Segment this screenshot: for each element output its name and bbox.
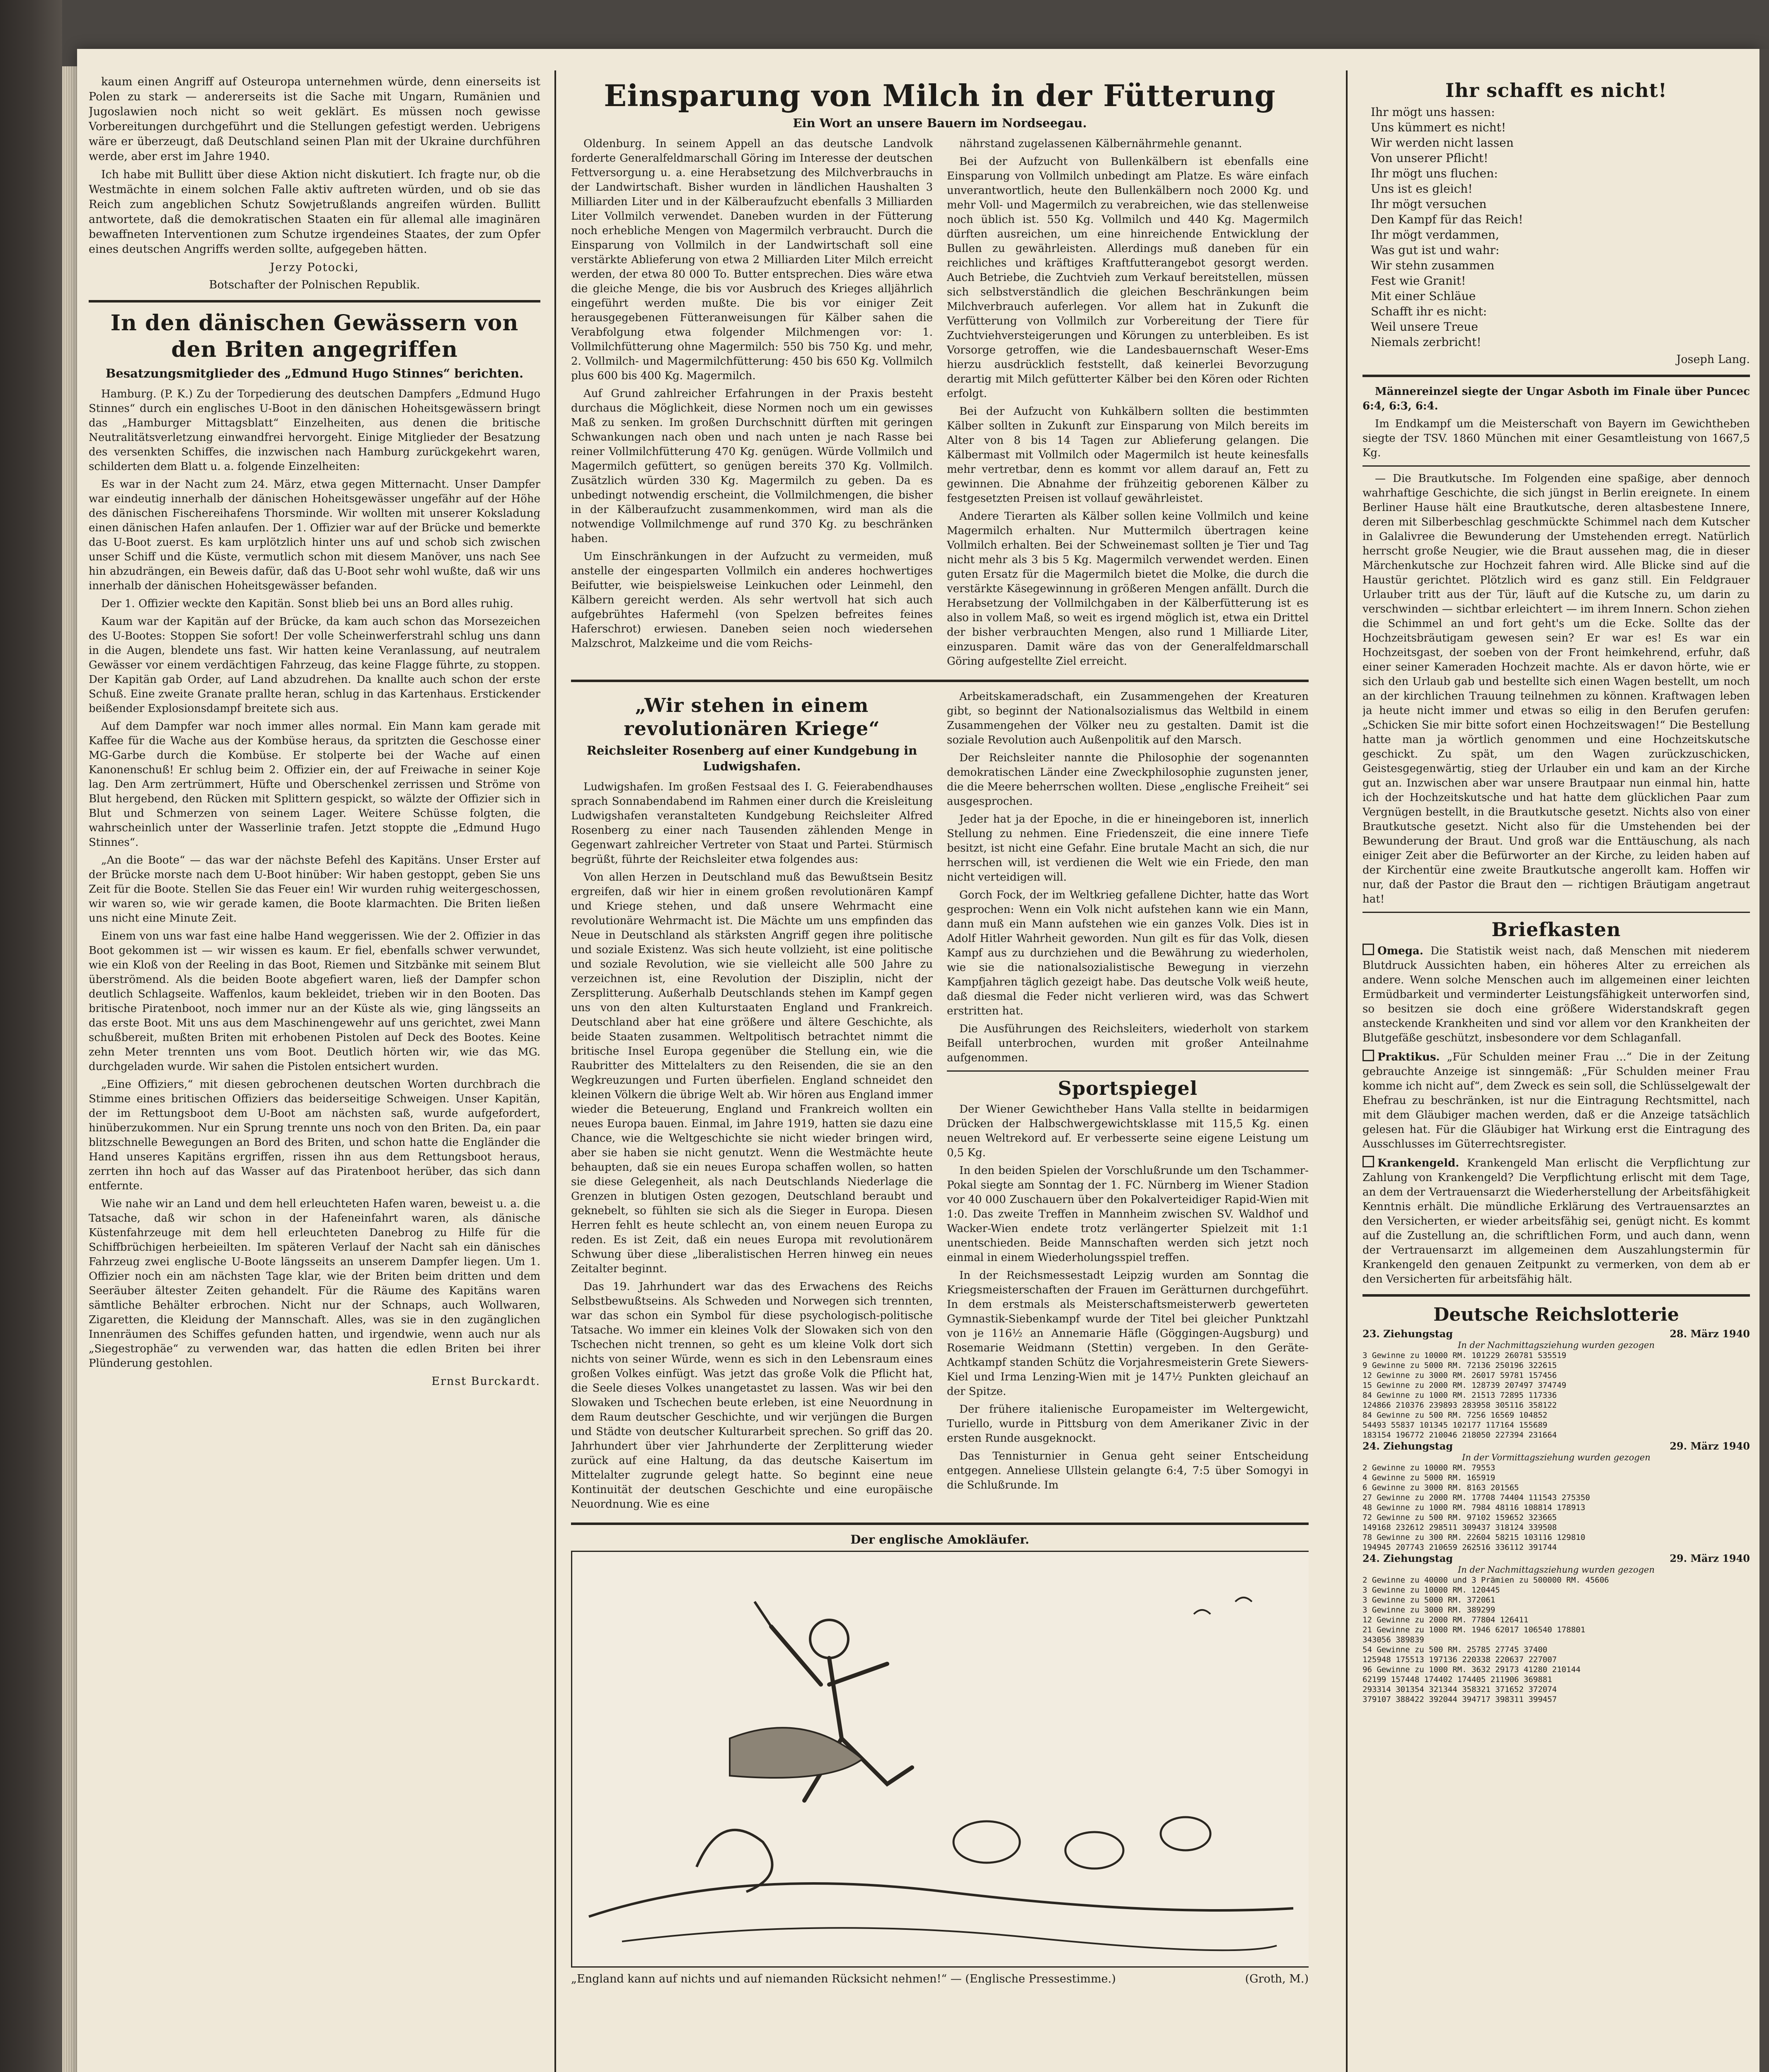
briefkasten-lead: Praktikus. (1377, 1051, 1440, 1063)
poem-line: Ihr mögt uns hassen: (1371, 105, 1495, 119)
lottery-line: 96 Gewinne zu 1000 RM. 3632 29173 41280 210144 (1362, 1665, 1581, 1674)
briefkasten-text: „Für Schulden meiner Frau ...“ Die in der Zeitung gebrauchte Anzeige ist sinngemäß: „Für Schulden meiner Frau komme ich nicht auf“, dem Zweck es sein soll, die Schlüsselgewalt der Ehefrau zu beschränken, ist nur die Eintragung Rechtsmittel, nach mit dem Gläubiger machen werden, daß er die Anzeige tatsächlich gelesen hat. Für die Gläubiger hat Wirkung erst die Eintragung des Ausschlusses im Güterrechtsregister. (1362, 1051, 1750, 1150)
lottery-line: 84 Gewinne zu 1000 RM. 21513 72895 117336 (1362, 1391, 1557, 1400)
rev-paragraph: Von allen Herzen in Deutschland muß das Bewußtsein Besitz ergreifen, daß wir hier in einem großen revolutionären Kampf und Kriege stehen, und daß unsere Wehrmacht eine revolutionäre Wehrmacht ist. Die Mächte um uns empfinden das Neue in Deutschland als stärksten Angriff gegen ihre politische und soziale Existenz. Was sich heute vollzieht, ist eine politische und soziale Revolution, wie sie vielleicht alle 500 Jahre zu verzeichnen ist, eine Revolution der Disziplin, nicht der Zersplitterung. Außerhalb Deutschlands stehen im Kampf gegen uns von den alten Kulturstaaten England und Frankreich. Deutschland aber hat eine größere und ältere Geschichte, als beide Staaten zusammen. Weltpolitisch betrachtet nimmt die britische Insel Europa gegenüber die Stellung ein, wie die Raubritter des Mittelalters zu den Reisenden, die sie an den Wegkreuzungen und Furten überfielen. England schneidet den kleinen Völkern die übrige Welt ab. Wir hören aus England immer wieder die Beteuerung, England und Frankreich wollten ein neues Europa bauen. Einmal, im Jahre 1919, hatten sie dazu eine Chance, wie die Weltgeschichte sie nicht wieder bringen wird, aber sie haben sie nicht genutzt. Wenn die Westmächte heute behaupten, daß sie ein neues Europa schaffen wollen, so hatten sie diese Gelegenheit, als nach Deutschlands Niederlage die Grenzen in blutigen Osten gezogen, Deutschland beraubt und geknebelt, so fühlten sie sich als die Sieger in Europa. Diesen Herren fehlt es heute schlecht an, von einem neuen Europa zu reden. Es ist Zeit, daß ein neues Europa mit revolutionärem Schwung über diese „liberalistischen Herren hinweg ein neues Zeitalter beginnt. (571, 871, 933, 1275)
poem-line: Mit einer Schläue (1371, 289, 1476, 303)
signature-title: Botschafter der Polnischen Republik. (209, 278, 420, 291)
section-divider (1362, 465, 1750, 467)
rev-paragraph: Jeder hat ja der Epoche, in die er hineingeboren ist, innerlich Stellung zu nehmen. Eine Friedenszeit, die eine innere Tiefe besitzt, ist nicht eine Gefahr. Eine brutale Macht an sich, die nur herrschen will, ist verdienen die Welt wie ein Friede, den man nicht verteidigen will. (947, 813, 1309, 884)
lottery-line: 149168 232612 298511 309437 318124 339508 (1362, 1523, 1557, 1532)
cartoon-caption: „England kann auf nichts und auf niemanden Rücksicht nehmen!“ — (Englische Pressestimme.) (571, 1973, 1116, 1985)
column-left (89, 75, 540, 2072)
lottery-line: 6 Gewinne zu 3000 RM. 8163 201565 (1362, 1483, 1519, 1492)
milk-subcolumn-right (947, 137, 1309, 672)
lottery-line: 48 Gewinne zu 1000 RM. 7984 48116 108814 178913 (1362, 1503, 1585, 1512)
lottery-line: 9 Gewinne zu 5000 RM. 72136 250196 322615 (1362, 1361, 1557, 1370)
rev-subhead: Reichsleiter Rosenberg auf einer Kundgebung in Ludwigshafen. (586, 743, 917, 773)
sport-note: Männereinzel siegte der Ungar Asboth im Finale über Puncec 6:4, 6:3, 6:4. (1362, 385, 1750, 412)
lottery-line: 2 Gewinne zu 40000 und 3 Prämien zu 500000 RM. 45606 (1362, 1576, 1609, 1585)
lottery-line: 2 Gewinne zu 10000 RM. 79553 (1362, 1463, 1496, 1472)
poem-author: Joseph Lang. (1676, 353, 1750, 366)
lottery-line: 54493 55837 101345 102177 117164 155689 (1362, 1421, 1548, 1430)
milk-paragraph: Andere Tierarten als Kälber sollen keine Vollmilch und keine Magermilch erhalten. Nur Muttermilch übertragen keine Vollmilch erhalten. Bei der Schweinemast sollten je Tier und Tag nicht mehr als 3 bis 5 Kg. Magermilch verwendet werden. Einen guten Ersatz für die Magermilch bietet die Molke, die durch die verstärkte Käsegewinnung in größeren Mengen anfällt. Durch die Herabsetzung der Vollmilchgaben in der Kälberfütterung ist es also in vollem Maß, so weit es irgend möglich ist, etwa ein Drittel der bisher verbrauchten Mengen, also rund 1 Milliarde Liter, einzusparen. Damit wäre das von der Generalfeldmarschall Göring aufgestellte Ziel erreicht. (947, 510, 1309, 668)
lottery-line: 4 Gewinne zu 5000 RM. 165919 (1362, 1473, 1496, 1482)
article-paragraph: Kaum war der Kapitän auf der Brücke, da kam auch schon das Morsezeichen des U-Bootes: Stoppen Sie sofort! Der volle Scheinwerferstrahl schlug uns dann in die Augen, blendete uns fast. Wir hatten keine Veranlassung, auf neutralem Gewässer vor einem verdächtigen Fahrzeug, das keine Flagge führte, zu stoppen. Der Kapitän gab Order, auf Land abzudrehen. Da knallte auch schon der erste Schuß. Eine zweite Granate prallte heran, schlug in das Kartenhaus. Erstickender beißender Explosionsdampf breitete sich aus. (89, 615, 540, 715)
lottery-line: 183154 196772 210046 218050 227394 231664 (1362, 1431, 1557, 1440)
milk-paragraph: Bei der Aufzucht von Kuhkälbern sollten die bestimmten Kälber sollten in Zukunft zur Einsparung von Milch bereits im Alter von 8 bis 14 Tagen zur Ablieferung gelangen. Die Kälbermast mit Vollmilch oder Magermilch ist heute keinesfalls mehr vertretbar, denn es kommt vor allem darauf an, Fett zu gewinnen. Die Abnahme der frühzeitig geborenen Kälber zu festgesetzten Preisen ist vollauf gewährleistet. (947, 405, 1309, 505)
lottery-line: 125948 175513 197136 220338 220637 227007 (1362, 1655, 1557, 1664)
lottery-date: 29. März 1940 (1670, 1440, 1750, 1452)
lottery-line: 84 Gewinne zu 500 RM. 7256 16569 104852 (1362, 1411, 1548, 1420)
lottery-line: 293314 301354 321344 358321 371652 372074 (1362, 1685, 1557, 1694)
article-paragraph: Einem von uns war fast eine halbe Hand weggerissen. Wie der 2. Offizier in das Boot gekommen ist — wir wissen es kaum. Er fiel, ebenfalls schwer verwundet, wie ein Kloß von der Reeling in das Boot, Riemen und Sitzbänke mit seinem Blut überströmend. Als die beiden Boote abgefiert waren, ließ der Dampfer schon deutlich Schlagseite. Waffenlos, kaum bekleidet, trieben wir in den Booten. Das britische Piratenboot, noch immer nur an der Küste als wie, ging längsseits an das erste Boot. Mit uns aus dem Maschinengewehr auf uns gerichtet, zwei Mann schußbereit, mußten Briten mit erhobenen Pistolen auf Deck des Bootes. Keine zehn Meter trennten uns vom Boot. Deutlich hörten wir, wie das MG. durchgeladen wurde. Wir sahen die Pistolen entsichert wurden. (89, 930, 540, 1073)
lottery-line: 379107 388422 392044 394717 398311 399457 (1362, 1695, 1557, 1704)
lottery-line: 3 Gewinne zu 3000 RM. 389299 (1362, 1605, 1496, 1615)
lottery-title: Deutsche Reichslotterie (1433, 1304, 1679, 1325)
cartoon-illustration (571, 1551, 1309, 1968)
square-icon (1362, 1156, 1374, 1167)
square-icon (1362, 1050, 1374, 1061)
article-subhead: Besatzungsmitglieder des „Edmund Hugo Stinnes“ berichten. (105, 366, 524, 380)
poem-line: Was gut ist und wahr: (1371, 243, 1500, 257)
milk-paragraph: Auf Grund zahlreicher Erfahrungen in der Praxis besteht durchaus die Möglichkeit, diese Normen noch um ein gewisses Maß zu senken. Im großen Durchschnitt dürften mit geringen Schwankungen nach oben und nach unten je nach Rasse bei reiner Vollmilchfütterung 470 Kg. genügen. Würde Vollmilch und Magermilch gefüttert, so genügen bereits 370 Kg. Vollmilch. Zusätzlich würden 330 Kg. Magermilch zu geben. Da es unbedingt notwendig erscheint, die Vollmilchmengen, die bisher in der Kälberaufzucht zusammenkommen, wird man als die notwendige Vollmilchmenge auf rund 370 Kg. zu beschränken haben. (571, 387, 933, 545)
sport-paragraph: In der Reichsmessestadt Leipzig wurden am Sonntag die Kriegsmeisterschaften der Frauen im Gerätturnen durchgeführt. In dem erstmals als Meisterschaftsmeisterwerb gewerteten Gymnastik-Siebenkampf wurde der Titel bei gleicher Punktzahl von je 116½ an Annemarie Häfle (Göggingen-Augsburg) und Rosemarie Weidmann (Stettin) vergeben. In den Geräte-Achtkampf standen Schütz die Vorjahresmeisterin Grete Siewers-Kiel und Irma Lenzing-Wien mit je 147½ Punkten gleichauf an der Spitze. (947, 1269, 1309, 1398)
lottery-date: 29. März 1940 (1670, 1552, 1750, 1564)
rev-paragraph: Ludwigshafen. Im großen Festsaal des I. G. Feierabendhauses sprach Sonnabendabend im Rahmen einer durch die Kreisleitung Ludwigshafen veranstalteten Kundgebung Reichsleiter Alfred Rosenberg zu einer nach Tausenden zählenden Menge in Gegenwart zahlreicher Vertreter von Staat und Partei. Stürmisch begrüßt, führte der Reichsleiter etwa folgendes aus: (571, 781, 933, 866)
article-paragraph: Es war in der Nacht zum 24. März, etwa gegen Mitternacht. Unser Dampfer war eindeutig innerhalb der dänischen Hoheitsgewässer ungefähr auf der Höhe des dänischen Fischereihafens Thorsminde. Wir wollten mit unserer Koksladung einen dänischen Hafen anlaufen. Der 1. Offizier war auf der Brücke und bemerkte das U-Boot zuerst. Es kam urplötzlich hinter uns auf und schob sich zwischen unser Schiff und die Küste, vermutlich schon mit diesem Manöver, uns nach See hin abzudrängen, ein Beweis dafür, daß das U-Boot sehr wohl wußte, daß wir uns innerhalb der dänischen Hoheitsgewässer befanden. (89, 478, 540, 592)
lottery-line: 124866 210376 239893 283958 305116 358122 (1362, 1401, 1557, 1410)
poem-line: Schafft ihr es nicht: (1371, 305, 1487, 318)
briefkasten-item (1362, 944, 1750, 1046)
poem-line: Ihr mögt uns fluchen: (1371, 167, 1498, 180)
lower-center (571, 690, 1309, 1515)
section-divider (571, 680, 1309, 682)
sport-note: Im Endkampf um die Meisterschaft von Bayern im Gewichtheben siegte der TSV. 1860 München mit einer Gesamtleistung von 1667,5 Kg. (1362, 418, 1750, 459)
milk-paragraph: Um Einschränkungen in der Aufzucht zu vermeiden, muß anstelle der eingesparten Vollmilch ein anderes hochwertiges Beifutter, wie beispielsweise Leinkuchen oder Leinmehl, den Kälbern gereicht werden. Als sehr wertvoll hat sich auch aufgebrühtes Hafermehl (von Spelzen befreites feines Haferschrot) erwiesen. Daneben seien noch wiedersehen Malzschrot, Malzkeime und die vom Reichs- (571, 550, 933, 650)
article-headline: In den dänischen Gewässern von den Briten angegriffen (110, 310, 519, 362)
lottery-line: 194945 207743 210659 262516 336112 391744 (1362, 1543, 1557, 1552)
lottery-line: 72 Gewinne zu 500 RM. 97102 159652 323665 (1362, 1513, 1557, 1522)
rev-paragraph: Der Reichsleiter nannte die Philosophie der sogenannten demokratischen Länder eine Zweckphilosophie zugunsten jener, die die Meere beherrschen wollten. Diese „englische Freiheit“ sei ausgesprochen. (947, 752, 1309, 808)
poem-line: Uns kümmert es nicht! (1371, 121, 1506, 134)
column-rule-2 (1346, 70, 1348, 2072)
rev-subcolumn (571, 690, 933, 1515)
kutsche-paragraph: — Die Brautkutsche. Im Folgenden eine spaßige, aber dennoch wahrhaftige Geschichte, die sich jüngst in Berlin ereignete. In einem Berliner Hause hält eine Brautkutsche, deren altasbestene Innere, deren mit Silberbeschlag geschmückte Schimmel nach dem Kutscher in Galalivree die Bewunderung der Umstehenden erregt. Natürlich herrscht große Neugier, wie die Braut aussehen mag, die in dieser Märchenkutsche zur Hochzeit fahren wird. Alle Blicke sind auf die Haustür gerichtet. Plötzlich wird es ganz still. Ein Feldgrauer Urlauber tritt aus der Tür, läuft auf die Kutsche zu, um darin zu verschwinden — sichtbar erleichtert — im ihrem Innern. Schon ziehen die Schimmel an und fort geht's um die Ecke. Sollte das der Hochzeitsbräutigam gewesen sein? Er war es! Es war ein Hochzeitsgast, der soeben von der Front heimkehrend, erfuhr, daß einer seiner Kameraden Hochzeit machte. Als er davon hörte, wie er sich den Urlaub gab und bestellte sich einen Wagen bestellt, um noch an der kirchlichen Trauung teilnehmen zu können. Kraftwagen leben ja heute nicht immer und etwas so eilig in den Berufen gerufen: „Schicken Sie mir bitte sofort einen Hochzeitswagen!“ Die Bestellung hatte man ja wörtlich genommen und eine Hochzeitskutsche geschickt. Zu spät, um den Wagen zurückzuschicken, Geistesgegenwärtig, stieg der Urlauber ein und kam an der Kirche gut an. Inzwischen aber war unsere Brautpaar nun einmal hin, hatte ich der Hochzeitskutsche und hat hatte dem glücklichen Paar zum Vergnügen bestellt, in die Brautkutsche gesetzt. Nichts also von einer Brautkutsche gesetzt. Nicht also für die Umstehenden bei der Bewunderung der Braut. Und groß war die Enttäuschung, als nach einiger Zeit aber die Befürworter an der Kirche, zu leiden haben auf der Kirchentür eine zweite Brautkutsche angerollt kam. Hoffen wir nur, daß der Pastor die Braut den — richtigen Bräutigam angetraut hat! (1362, 472, 1750, 905)
poem-line: Ihr mögt versuchen (1371, 197, 1487, 211)
section-divider (571, 1523, 1309, 1525)
column-rule-1 (554, 70, 556, 2072)
article-paragraph: „An die Boote“ — das war der nächste Befehl des Kapitäns. Unser Erster auf der Brücke morste nach dem U-Boot hinüber: Wir haben gestoppt, geben Sie uns Zeit für die Boote. Stellen Sie das Feuer ein! Wir wurden ruhig weitergeschossen, wir waren so, wie wir gerade kamen, die Boote klarmachten. Die Briten ließen uns nicht eine Minute Zeit. (89, 854, 540, 925)
lottery-draw-header (1362, 1440, 1750, 1452)
lottery-line: 62199 157448 174402 174405 211906 369881 (1362, 1675, 1552, 1684)
article-body (89, 387, 540, 1371)
lottery-date: 28. März 1940 (1670, 1328, 1750, 1340)
milk-paragraph: Oldenburg. In seinem Appell an das deutsche Landvolk forderte Generalfeldmarschall Göring im Interesse der deutschen Fettversorgung u. a. eine Herabsetzung des Milchverbrauchs in der Landwirtschaft. Bisher wurden in ländlichen Haushalten 3 Milliarden Liter und in der Kälberaufzucht ebenfalls 3 Milliarden Liter Vollmilch verwendet. Daneben wurden in der Fütterung noch erhebliche Mengen von Magermilch verbraucht. Durch die Einsparung von Vollmilch in der Landwirtschaft soll eine verstärkte Ablieferung von etwa 2 Milliarden Liter Milch erreicht werden, der etwa 80 000 To. Butter entsprechen. Dies wäre etwa die gleiche Menge, die bis vor Ausbruch des Krieges alljährlich eingeführt werden mußte. Die bis vor einiger Zeit herausgegebenen Fütteranweisungen für Kälber sahen die Verabfolgung etwa folgender Milchmengen vor: 1. Vollmilchfütterung ohne Magermilch: 550 bis 750 Kg. und mehr, 2. Vollmilch- und Magermilchfütterung: 450 bis 650 Kg. Vollmilch plus 600 bis 400 Kg. Magermilch. (571, 138, 933, 382)
poem-line: Fest wie Granit! (1371, 274, 1466, 288)
rev-sport-subcolumn (947, 690, 1309, 1515)
rev-paragraph: Das 19. Jahrhundert war das des Erwachens des Reichs Selbstbewußtseins. Als Schweden und Norwegen sich trennten, war das schon ein Symbol für diese psychologisch-politische Tatsache. Wo immer ein kleines Volk der Slowaken sich von den Tschechen nicht trennen, so geht es um kleine Volk dort sich nichts von seiner Würde, wenn es sich in den Lebensraum eines großen Volkes einfügt. Was jetzt das große Volk die Pflicht hat, die Seele dieses Volkes unangetastet zu lassen. Was wir bei den Slowaken und Tschechen beute erleben, ist eine Neuordnung in dem Raum deutscher Geschichte, und wir verjüngen die Burgen und Städte von deutscher Kulturarbeit sprechen. So griff das 20. Jahrhundert über vier Jahrhunderte der Zerplitterung wieder zurück auf eine Haltung, da das deutsche Kaisertum im Mittelalter zugrunde gelegt hatte. So beginnt eine neue Kontinuität der deutschen Geschichte und eine europäische Neuordnung. Wie es eine (571, 1280, 933, 1510)
cartoon-title: Der englische Amokläufer. (850, 1532, 1029, 1547)
briefkasten-lead: Omega. (1377, 945, 1423, 957)
article-paragraph: Hamburg. (P. K.) Zu der Torpedierung des deutschen Dampfers „Edmund Hugo Stinnes“ durch ein englisches U-Boot in den dänischen Hoheitsgewässern bringt das „Hamburger Mittagsblatt“ Einzelheiten, aus denen die britische Neutralitätsverletzung einwandfrei hervorgeht. Einige Mitglieder der Besatzung des versenkten Schiffes, die inzwischen nach Hamburg zurückgekehrt waren, schilderten dem Blatt u. a. folgende Einzelheiten: (89, 388, 540, 473)
right-edge (1759, 49, 1769, 2072)
article-paragraph: „Eine Offiziers,“ mit diesen gebrochenen deutschen Worten durchbrach die Stimme eines britischen Offiziers das beiderseitige Schweigen. Unser Kapitän, der im Rettungsboot dem U-Boot am nächsten saß, wurde aufgefordert, hinüberzukommen. Nur ein Sprung trennte uns noch von den Briten. Da, ein paar blitzschnelle Bewegungen an Bord des Briten, und schon hatte die Engländer die Hand unseres Kapitäns ergriffen, rissen ihn aus dem Rettungsboot heraus, zerrten ihn hoch auf das Wasser auf das Piratenboot herüber, das sich dann entfernte. (89, 1078, 540, 1192)
milk-paragraph: Bei der Aufzucht von Bullenkälbern ist ebenfalls eine Einsparung von Vollmilch unbedingt am Platze. Es wäre einfach unverantwortlich, heute den Bullenkälbern noch 2000 Kg. und mehr Voll- und Magermilch zu verabreichen, wie das stellenweise noch üblich ist. 550 Kg. Vollmilch und 440 Kg. Magermilch dürften ausreichen, um eine hinreichende Entwicklung der Bullen zu gewährleisten. Allerdings muß daneben für ein reichliches und kräftiges Kraftfutterangebot gesorgt werden. Auch Betriebe, die Zuchtvieh zum Verkauf bereitstellen, müssen sich selbstverständlich die gleichen Beschränkungen beim Milchverbrauch auferlegen. Vor allem hat in Zukunft die Verfütterung von Vollmilch zur Vorbereitung der Tiere für Zuchtviehversteigerungen und Körungen zu unterbleiben. Es ist Vorsorge getroffen, wie die Landesbauernschaft Weser-Ems hierzu ausdrücklich feststellt, daß keinerlei Bevorzugung derartig mit Milch gefütterter Kälber bei den Kören oder Richten erfolgt. (947, 155, 1309, 400)
briefkasten-item (1362, 1050, 1750, 1152)
sport-paragraph: Das Tennisturnier in Genua geht seiner Entscheidung entgegen. Anneliese Ullstein gelangte 6:4, 7:5 über Somogyi in die Schlußrunde. Im (947, 1450, 1309, 1491)
lottery-line: 12 Gewinne zu 2000 RM. 77804 126411 (1362, 1615, 1529, 1624)
lottery-line: 12 Gewinne zu 3000 RM. 26017 59781 157456 (1362, 1371, 1557, 1380)
article-author: Ernst Burckardt. (431, 1375, 540, 1388)
lottery-day: 24. Ziehungstag (1362, 1440, 1453, 1452)
briefkasten-lead: Krankengeld. (1377, 1157, 1459, 1169)
article-paragraph: Auf dem Dampfer war noch immer alles normal. Ein Mann kam gerade mit Kaffee für die Wache aus der Kombüse heraus, da spritzten die Geschosse einer MG-Garbe durch die Kombüse. Er stolperte bei der Wache auf einen Kanonenschuß! Er schlug beim 2. Offizier ein, der auf Freiwache in seiner Koje lag. Den Arm zertrümmert, Hüfte und Oberschenkel zerrissen und Ströme von Blut hergebend, den Rücken mit Splittern gespickt, so wälzte der Offizier sich in Blut und Schmerzen von seinem Lager. Weitere Schüsse folgten, die wahrscheinlich unter der Wasserlinie trafen. Jetzt stoppte die „Edmund Hugo Stinnes“. (89, 720, 540, 849)
sport-paragraph: In den beiden Spielen der Vorschlußrunde um den Tschammer-Pokal siegte am Sonntag der 1. FC. Nürnberg im Wiener Stadion vor 40 000 Zuschauern über den Pokalverteidiger Rapid-Wien mit 1:0. Das zweite Treffen in Mannheim zwischen SV. Waldhof und Wacker-Wien endete trotz verlängerter Spielzeit mit 1:1 unentschieden. Beide Mannschaften werden sich jetzt noch einmal in einem Wiederholungsspiel treffen. (947, 1164, 1309, 1264)
signature-name: Jerzy Potocki, (270, 261, 359, 274)
poem-line: Wir stehn zusammen (1371, 259, 1495, 272)
poem (1371, 104, 1750, 350)
poem-line: Niemals zerbricht! (1371, 335, 1481, 349)
rev-paragraph: Gorch Fock, der im Weltkrieg gefallene Dichter, hatte das Wort gesprochen: Wenn ein Volk nicht aufstehen kann wie ein Mann, dann muß ein Mann aufstehen wie ein ganzes Volk. Dies ist in Adolf Hitler Wahrheit geworden. Nun gilt es für das Volk, diesen Kampf aus zu durchziehen und die Bewährung zu wiederholen, wie sie die nationalsozialistische Bewegung in vierzehn Kampfjahren täglich gezeigt habe. Das deutsche Volk weiß heute, daß diesmal die Feder nicht verlieren wird, was das Schwert erstritten hat. (947, 889, 1309, 1017)
lottery-line: 78 Gewinne zu 300 RM. 22604 58215 103116 129810 (1362, 1533, 1585, 1542)
lottery-line: 27 Gewinne zu 2000 RM. 17708 74404 111543 275350 (1362, 1493, 1590, 1502)
lottery-day: 23. Ziehungstag (1362, 1328, 1453, 1340)
section-divider (1362, 375, 1750, 377)
briefkasten-text: Die Statistik weist nach, daß Menschen mit niederem Blutdruck Aussichten haben, ein höheres Alter zu erreichen als andere. Wenn solche Menschen auch im allgemeinen einer leichten Ermüdbarkeit und verminderter Leistungsfähigkeit unterworfen sind, so besitzen sie doch eine größere Widerstandskraft gegen ansteckende Krankheiten und sind vor allem vor den Krankheiten der Blutgefäße geschützt, insbesondere vor dem Schlaganfall. (1362, 945, 1750, 1044)
poem-line: Weil unsere Treue (1371, 320, 1478, 334)
poem-line: Ihr mögt verdammen, (1371, 228, 1499, 242)
cartoon-caption-row (571, 1968, 1309, 1987)
intro-paragraph: Ich habe mit Bullitt über diese Aktion nicht diskutiert. Ich fragte nur, ob die Westmächte in einem solchen Falle aktiv auftreten würden, und ob sie das Reich zum angeblichen Schutz Sowjetrußlands angreifen würden. Bullitt antwortete, daß die demokratischen Staaten ein für allemal alle imaginären bewaffneten Interventionen zum Schutze irgendeines Staates, der zum Opfer eines deutschen Angriffs werden sollte, aufgegeben hätten. (89, 168, 540, 256)
milk-subhead: Ein Wort an unsere Bauern im Nordseegau. (793, 116, 1087, 130)
book-spine (0, 0, 62, 2072)
lottery-day: 24. Ziehungstag (1362, 1552, 1453, 1564)
lottery-line: 3 Gewinne zu 10000 RM. 120445 (1362, 1585, 1500, 1595)
cartoon-drawing (572, 1552, 1309, 1966)
square-icon (1362, 944, 1374, 955)
column-center (571, 75, 1309, 2072)
poem-line: Von unserer Pflicht! (1371, 151, 1488, 165)
sport-paragraph: Der Wiener Gewichtheber Hans Valla stellte in beidarmigen Drücken der Halbschwergewichtsklasse mit 115,5 Kg. einen neuen Weltrekord auf. Er verbesserte seine eigene Leistung um 0,5 Kg. (947, 1103, 1309, 1159)
lottery-subtitle: In der Vormittagsziehung wurden gezogen (1462, 1452, 1650, 1462)
column-right (1362, 75, 1750, 2072)
intro-paragraph: kaum einen Angriff auf Osteuropa unternehmen würde, denn einerseits ist Polen zu stark — andererseits ist die Sache mit Ungarn, Rumänien und Jugoslawien noch nicht so weit geklärt. Es müssen noch gewisse Vorbereitungen durchgeführt und die Stellungen gefestigt werden. Uebrigens wäre er überzeugt, daß Deutschland seinen Plan mit der Ukraine durchführen werde, aber erst im Jahre 1940. (89, 75, 540, 163)
lottery-subtitle: In der Nachmittagsziehung wurden gezogen (1458, 1565, 1655, 1575)
sport-paragraph: Der frühere italienische Europameister im Weltergewicht, Turiello, wurde in Pittsburg von dem Amerikaner Zivic in der ersten Runde ausgeknockt. (947, 1403, 1309, 1445)
lottery-line: 21 Gewinne zu 1000 RM. 1946 62017 106540 178801 (1362, 1625, 1585, 1634)
lottery-line: 343056 389839 (1362, 1635, 1424, 1644)
milk-subcolumn-left (571, 137, 933, 672)
poem-line: Uns ist es gleich! (1371, 182, 1473, 196)
lottery-line: 3 Gewinne zu 5000 RM. 372061 (1362, 1595, 1496, 1605)
rev-paragraph: Arbeitskameradschaft, ein Zusammengehen der Kreaturen gibt, so beginnt der Nationalsozialismus das Weltbild in einem Zusammengehen der Völker neu zu gestalten. Damit ist die soziale Revolution auch Außenpolitik auf den Marsch. (947, 690, 1309, 746)
lottery-line: 54 Gewinne zu 500 RM. 25785 27745 37400 (1362, 1645, 1548, 1654)
section-divider (1362, 1294, 1750, 1297)
briefkasten-title: Briefkasten (1491, 918, 1621, 941)
briefkasten-item (1362, 1156, 1750, 1287)
milk-headline: Einsparung von Milch in der Fütterung (604, 78, 1276, 113)
milk-paragraph: nährstand zugelassenen Kälbernährmehle genannt. (959, 138, 1242, 150)
milk-article (571, 137, 1309, 672)
lottery-draw-header (1362, 1552, 1750, 1564)
section-divider (947, 1070, 1309, 1072)
lottery-draw-header (1362, 1328, 1750, 1340)
lottery-line: 15 Gewinne zu 2000 RM. 128739 207497 374749 (1362, 1381, 1566, 1390)
section-divider (89, 300, 540, 303)
sport-headline: Sportspiegel (1058, 1077, 1198, 1099)
article-paragraph: Der 1. Offizier weckte den Kapitän. Sonst blieb bei uns an Bord alles ruhig. (101, 598, 513, 610)
poem-line: Den Kampf für das Reich! (1371, 213, 1523, 226)
rev-headline: „Wir stehen in einem revolutionären Kriege“ (624, 694, 880, 740)
page-stack-edge (62, 66, 77, 2072)
rev-paragraph: Die Ausführungen des Reichsleiters, wiederholt von starkem Beifall unterbrochen, wurden mit großer Anteilnahme aufgenommen. (947, 1023, 1309, 1064)
briefkasten-text: Krankengeld Man erlischt die Verpflichtung zur Zahlung von Krankengeld? Die Verpflichtung erlischt mit dem Tage, an dem der Vertrauensarzt die Wiederherstellung der Arbeitsfähigkeit Kenntnis erhält. Die mündliche Erklärung des Vertrauensarztes an den Versicherten, er wieder arbeitsfähig sei, genügt nicht. Es kommt auf die Zustellung an, die schriftlichen Form, und auch dann, wenn der Vertrauensarzt im allgemeinen dem Auszahlungstermin für Krankengeld den genauen Zeitpunkt zu vermerken, von dem ab er den Versicherten für arbeitsfähig hält. (1362, 1157, 1750, 1285)
lottery-line: 3 Gewinne zu 10000 RM. 101229 260781 535519 (1362, 1351, 1566, 1360)
lottery-list (1362, 1328, 1750, 1704)
article-paragraph: Wie nahe wir an Land und dem hell erleuchteten Hafen waren, beweist u. a. die Tatsache, daß wir schon in der Hafeneinfahrt waren, als dänische Küstenfahrzeuge mit dem hell erleuchteten Danebrog zu Hilfe für die Schiffbrüchigen herbeieilten. Im späteren Verlauf der Nacht sah ein dänisches Fahrzeug zwei englische U-Boote längsseits an unserem Dampfer liegen. Um 1. Offizier noch ein am nächsten Tage klar, wie der Briten beim dritten und dem Seeräuber ältester Zeiten gehandelt. Für die Räume des Kapitäns waren sämtliche Behälter erbrochen. Nicht nur der Schnaps, auch Wollwaren, Zigaretten, die Kleidung der Mannschaft. Alles, was sie in den zugänglichen Innenräumen des Schiffes gefunden hatten, und irgendwie, wenn auch nur als „Siegestrophäe“ zu verwenden war, das hatten die edlen Briten bei ihrer Plünderung gestohlen. (89, 1198, 540, 1370)
poem-title: Ihr schafft es nicht! (1445, 79, 1667, 102)
cartoon-credit: (Groth, M.) (1245, 1973, 1309, 1985)
section-divider (1362, 912, 1750, 913)
poem-line: Wir werden nicht lassen (1371, 136, 1514, 150)
lottery-subtitle: In der Nachmittagsziehung wurden gezogen (1458, 1340, 1655, 1350)
